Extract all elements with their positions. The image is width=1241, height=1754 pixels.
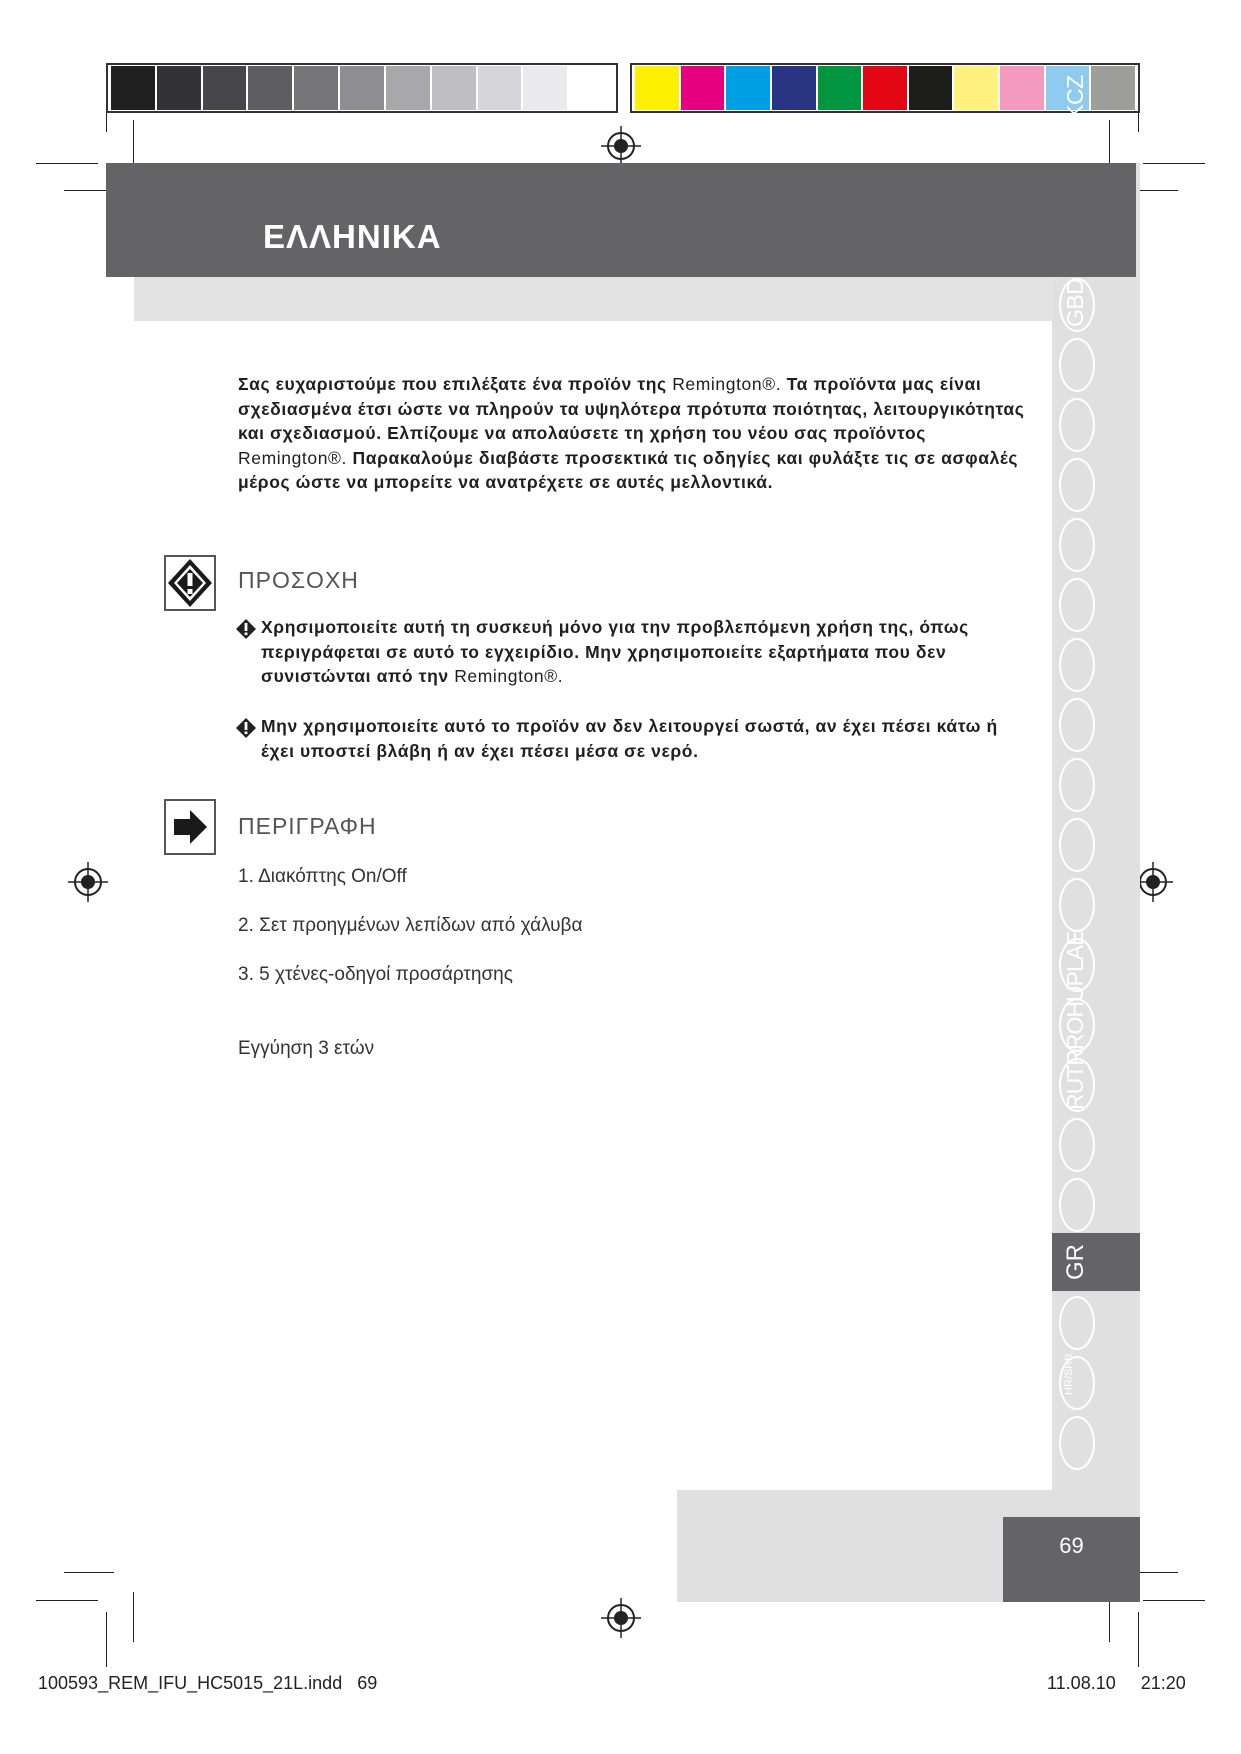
language-tab-circle [1059, 758, 1095, 812]
intro-text-3: Παρακαλούμε διαβάστε προσεκτικά τις οδηγίες και φυλάξτε τις σε ασφαλές μέρος ώστε να μπορείτε να ανατρέχετε σε αυτές μελλοντικά. [238, 447, 1019, 492]
language-tab-circle [1059, 338, 1095, 392]
page-number: 69 [1059, 1533, 1084, 1558]
color-swatch [772, 66, 816, 110]
language-tab-circle [1059, 818, 1095, 872]
color-swatch [1000, 66, 1044, 110]
caution-item-text: Μην χρησιμοποιείτε αυτό το προϊόν αν δεν λειτουργεί σωστά, αν έχει πέσει κάτω ή έχει υποστεί βλάβη ή αν έχει πέσει μέσα σε νερό. [261, 716, 998, 761]
header-underline-strip [134, 277, 1054, 321]
footer-timestamp [1047, 1673, 1186, 1694]
gray-swatch [203, 66, 247, 110]
crop-mark [36, 163, 98, 164]
arrow-icon-box [164, 799, 216, 855]
language-tab-circle [1059, 1118, 1095, 1172]
color-swatch [635, 66, 679, 110]
intro-text-1: Σας ευχαριστούμε που επιλέξατε ένα προϊόν της [238, 374, 667, 394]
gray-swatch [478, 66, 522, 110]
gray-swatch [523, 66, 567, 110]
crop-mark [106, 1612, 107, 1667]
caution-item [238, 714, 1028, 763]
page-title: ΕΛΛΗΝΙΚΑ [263, 218, 442, 255]
warning-bullet-icon [236, 718, 256, 738]
brand-name: Remington®. [454, 666, 564, 686]
gray-swatch [157, 66, 201, 110]
language-tab-label-mid: RUTRROHUPLAE [1062, 931, 1088, 1110]
language-tab-circle [1059, 1296, 1095, 1350]
color-swatch [863, 66, 907, 110]
crop-mark [1138, 1612, 1139, 1667]
language-tab-circle [1059, 698, 1095, 752]
description-item: 2. Σετ προηγμένων λεπίδων από χάλυβα [238, 915, 583, 936]
brand-name: Remington®. [238, 447, 347, 468]
color-swatch [818, 66, 862, 110]
gray-swatch [386, 66, 430, 110]
color-swatch [909, 66, 953, 110]
footer-time: 21:20 [1140, 1673, 1186, 1693]
crop-mark [1143, 163, 1205, 164]
language-tab-label-bottom: HR/SRB [1063, 1353, 1075, 1395]
crop-mark [133, 1592, 134, 1642]
gray-swatch [294, 66, 338, 110]
color-swatch [1091, 66, 1135, 110]
description-item: 3. 5 χτένες-οδηγοί προσάρτησης [238, 964, 513, 985]
footer-date: 11.08.10 [1047, 1673, 1116, 1693]
color-swatch [954, 66, 998, 110]
page-number-box [1003, 1517, 1140, 1602]
language-tab-circle [1059, 458, 1095, 512]
registration-mark [601, 126, 641, 166]
brand-name: Remington®. [672, 374, 782, 394]
registration-mark [68, 862, 108, 902]
caution-item-text: Χρησιμοποιείτε αυτή τη συσκευή μόνο για την προβλεπόμενη χρήση της, όπως περιγράφεται σε αυτό το εγχειρίδιο. Μην χρησιμοποιείτε εξαρτήματα που δεν συνιστώνται από την [261, 617, 969, 686]
intro-text-2: Τα προϊόντα μας είναι σχεδιασμένα έτσι ώστε να πληρούν τα υψηλότερα πρότυπα ποιότητας, λειτουργικότητας και σχεδιασμού. Ελπίζουμε να απολαύσετε τη χρήση του νέου σας προϊόντος [238, 374, 1025, 443]
intro-paragraph [238, 372, 1028, 495]
description-item: 1. Διακόπτης On/Off [238, 866, 407, 887]
language-tab-label-active: GR [1062, 1244, 1089, 1280]
description-title: ΠΕΡΙΓΡΑΦΗ [238, 813, 377, 839]
crop-mark [64, 1572, 114, 1573]
footer-file-page: 69 [357, 1673, 378, 1693]
language-tab-circle [1059, 878, 1095, 932]
footer-filename: 100593_REM_IFU_HC5015_21L.indd [38, 1673, 343, 1693]
caution-title: ΠΡΟΣΟΧΗ [238, 567, 359, 593]
language-tab-circle [1059, 1416, 1095, 1470]
gray-swatch [432, 66, 476, 110]
gray-swatch [248, 66, 292, 110]
arrow-right-icon [166, 801, 214, 853]
language-tab-circle [1059, 518, 1095, 572]
warning-icon [166, 557, 214, 609]
language-tab-circle [1059, 638, 1095, 692]
color-swatch [726, 66, 770, 110]
crop-mark [1143, 1600, 1205, 1601]
color-swatch [681, 66, 725, 110]
gray-swatch [340, 66, 384, 110]
warranty-text: Εγγύηση 3 ετών [238, 1038, 375, 1059]
language-tab-circle [1059, 398, 1095, 452]
caution-item [238, 615, 1028, 689]
footer-file-info [38, 1673, 377, 1694]
gray-swatch [569, 66, 613, 110]
warning-bullet-icon [236, 619, 256, 639]
warning-icon-box [164, 555, 216, 611]
language-tab-circle [1059, 578, 1095, 632]
header-bar [106, 163, 1136, 277]
registration-mark [601, 1598, 641, 1638]
language-tab-circle [1059, 1178, 1095, 1232]
gray-swatch [111, 66, 155, 110]
crop-mark [36, 1600, 98, 1601]
